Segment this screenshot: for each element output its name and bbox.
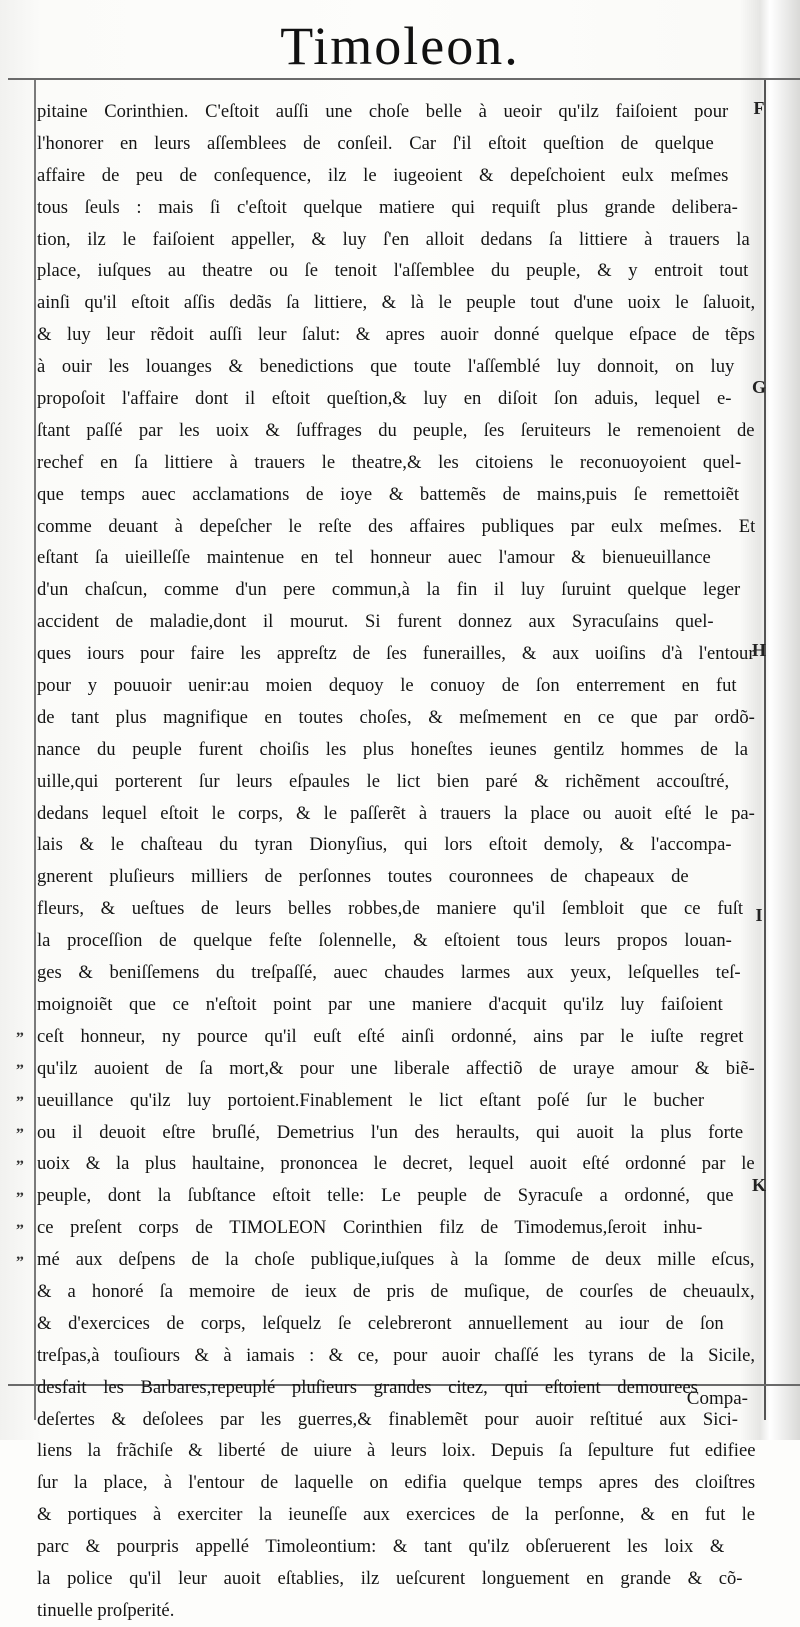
text-line: ſur la place, à l'entour de laquelle on edifia quelque temps apres des cloiſtres [37, 1472, 755, 1494]
text-line: lais & le chaſteau du tyran Dionyſius, qui lors eſtoit demoly, & l'accompa- [37, 834, 732, 856]
text-line: ceſt honneur, ny pource qu'il euſt eſté ainſi ordonné, ains par le iuſte regret [37, 1025, 744, 1047]
text-line: tous ſeuls : mais ſi c'eſtoit quelque matiere qui requiſt plus grande delibera- [37, 196, 738, 218]
text-line: que temps auec acclamations de ioye & battemẽs de mains,puis ſe remettoiẽt [37, 483, 740, 505]
margin-letter-g: G [751, 377, 766, 397]
left-margin-rule [34, 80, 36, 1420]
text-line: la proceſſion de quelque feſte ſolennelle, & eſtoient tous leurs propos louan- [37, 930, 732, 952]
text-line: d'un chaſcun, comme d'un pere commun,à la fin il luy ſuruint quelque leger [37, 579, 741, 601]
text-line: desfait les Barbares,repeuplé pluſieurs grandes citez, qui eſtoient demourees [37, 1376, 698, 1398]
text-line: gnerent pluſieurs milliers de perſonnes toutes couronnees de chapeaux de [37, 866, 689, 888]
text-line: deſertes & deſolees par les guerres,& finablemẽt pour auoir reſtitué aux Sici- [37, 1408, 738, 1430]
text-line: uoix & la plus haultaine, prononcea le decret, lequel auoit eſté ordonné par le [37, 1153, 755, 1175]
text-line: accident de maladie,dont il mourut. Si furent donnez aux Syracuſains quel- [37, 611, 714, 633]
quote-mark: „ [16, 1118, 24, 1135]
text-line: affaire de peu de conſequence, ilz le iugeoient & depeſchoient eulx meſmes [37, 164, 729, 186]
catchword: Compa- [686, 1388, 748, 1409]
text-line: fleurs, & ueſtues de leurs belles robbes,de maniere qu'il ſembloit que ce fuſt [37, 898, 744, 920]
text-line: place, iuſques au theatre ou ſe tenoit l'aſſemblee du peuple, & y entroit tout [37, 260, 749, 282]
margin-letter-h: H [751, 640, 766, 660]
quote-mark: „ [16, 1086, 24, 1103]
text-line: propoſoit l'affaire dont il eſtoit queſtion,& luy en diſoit ſon aduis, lequel e- [37, 388, 732, 410]
text-line: treſpas,à touſiours & à iamais : & ce, pour auoir chaſſé les tyrans de la Sicile, [37, 1344, 755, 1366]
top-rule [8, 78, 800, 80]
text-line: & d'exercices de corps, leſquelz ſe celebreront annuellement au iour de ſon [37, 1312, 724, 1334]
text-line: ueuillance qu'ilz luy portoient.Finablement le lict eſtant poſé ſur le bucher [37, 1089, 705, 1111]
text-line: parc & pourpris appellé Timoleontium: & tant qu'ilz obſeruerent les loix & [37, 1536, 725, 1558]
text-line: l'honorer en leurs aſſemblees de conſeil. Car ſ'il eſtoit queſtion de quelque [37, 132, 714, 154]
margin-letter-k: K [751, 1175, 766, 1195]
text-line: la police qu'il leur auoit eſtablies, ilz ueſcurent longuement en grande & cõ- [37, 1567, 743, 1589]
quote-mark: „ [16, 1054, 24, 1071]
text-line: pour y pouuoir uenir:au moien dequoy le conuoy de ſon enterrement en fut [37, 675, 737, 697]
running-title: Timoleon. [280, 16, 520, 76]
text-line: dedans lequel eſtoit le corps, & le paſſerẽt à trauers la place ou auoit eſté le pa- [37, 802, 755, 824]
text-line: ainſi qu'il eſtoit aſſis dedãs ſa littiere, & là le peuple tout d'une uoix le ſaluoit, [37, 292, 755, 314]
text-line: mé aux deſpens de la choſe publique,iuſques à la ſomme de deux mille eſcus, [37, 1249, 755, 1271]
margin-letter-f: F [753, 98, 765, 118]
text-line: qu'ilz auoient de ſa mort,& pour une liberale affectiõ de uraye amour & biẽ- [37, 1057, 755, 1079]
text-line: & luy leur rẽdoit auſſi leur ſalut: & apres auoir donné quelque eſpace de tẽps [37, 324, 755, 346]
text-line: ges & beniſſemens du treſpaſſé, auec chaudes larmes aux yeux, leſquelles teſ- [37, 962, 741, 984]
text-line: tion, ilz le faiſoient appeller, & luy ſ'en alloit dedans ſa littiere à trauers la [37, 228, 750, 250]
text-line: & portiques à exerciter la ieuneſſe aux exercices de la perſonne, & en fut le [37, 1504, 755, 1526]
quote-mark: „ [16, 1246, 24, 1263]
text-line: de tant plus magnifique en toutes choſes, & meſmement en ce que par ordõ- [37, 706, 755, 728]
text-line: liens la frãchiſe & liberté de uiure à leurs loix. Depuis ſa ſepulture fut edifiee [37, 1440, 755, 1462]
text-line: comme deuant à depeſcher le reſte des affaires publiques par eulx meſmes. Et [37, 515, 755, 537]
text-line: ſtant paſſé par les uoix & ſuffrages du peuple, ſes ſeruiteurs le remenoient de [37, 419, 755, 441]
text-line: ques iours pour faire les appreſtz de ſes funerailles, & aux uoiſins d'à l'entour [37, 643, 755, 665]
body-text [37, 96, 755, 1627]
quote-mark: „ [16, 1150, 24, 1167]
quote-mark: „ [16, 1022, 24, 1039]
text-line: rechef en ſa littiere à trauers le theatre,& les citoiens le reconuoyoient quel- [37, 451, 742, 473]
text-line: moignoiẽt que ce n'eſtoit point par une maniere d'acquit qu'ilz luy faiſoient [37, 993, 723, 1015]
text-line: peuple, dont la ſubſtance eſtoit telle: Le peuple de Syracuſe a ordonné, que [37, 1185, 734, 1207]
text-line: ou il deuoit eſtre bruſlé, Demetrius l'un des heraults, qui auoit la plus forte [37, 1121, 744, 1143]
text-line: tinuelle proſperité. [37, 1599, 175, 1621]
quote-mark: „ [16, 1182, 24, 1199]
text-line: pitaine Corinthien. C'eſtoit auſſi une choſe belle à ueoir qu'ilz faiſoient pour [37, 101, 729, 122]
text-line: eſtant ſa uieilleſſe maintenue en tel honneur auec l'amour & bienueuillance [37, 547, 711, 569]
quote-mark: „ [16, 1214, 24, 1231]
margin-letter-i: I [755, 905, 763, 925]
text-line: nance du peuple furent choiſis les plus honeſtes ieunes gentilz hommes de la [37, 738, 748, 760]
text-line: à ouir les louanges & benedictions que toute l'aſſemblé luy donnoit, on luy [37, 356, 735, 378]
text-line: ce preſent corps de TIMOLEON Corinthien filz de Timodemus,ſeroit inhu- [37, 1217, 703, 1239]
text-line: uille,qui porterent ſur leurs eſpaules le lict bien paré & richẽment accouſtré, [37, 770, 730, 792]
right-margin-rule [764, 80, 766, 1420]
text-line: & a honoré ſa memoire de ieux de pris de muſique, de courſes de cheuaulx, [37, 1280, 755, 1302]
